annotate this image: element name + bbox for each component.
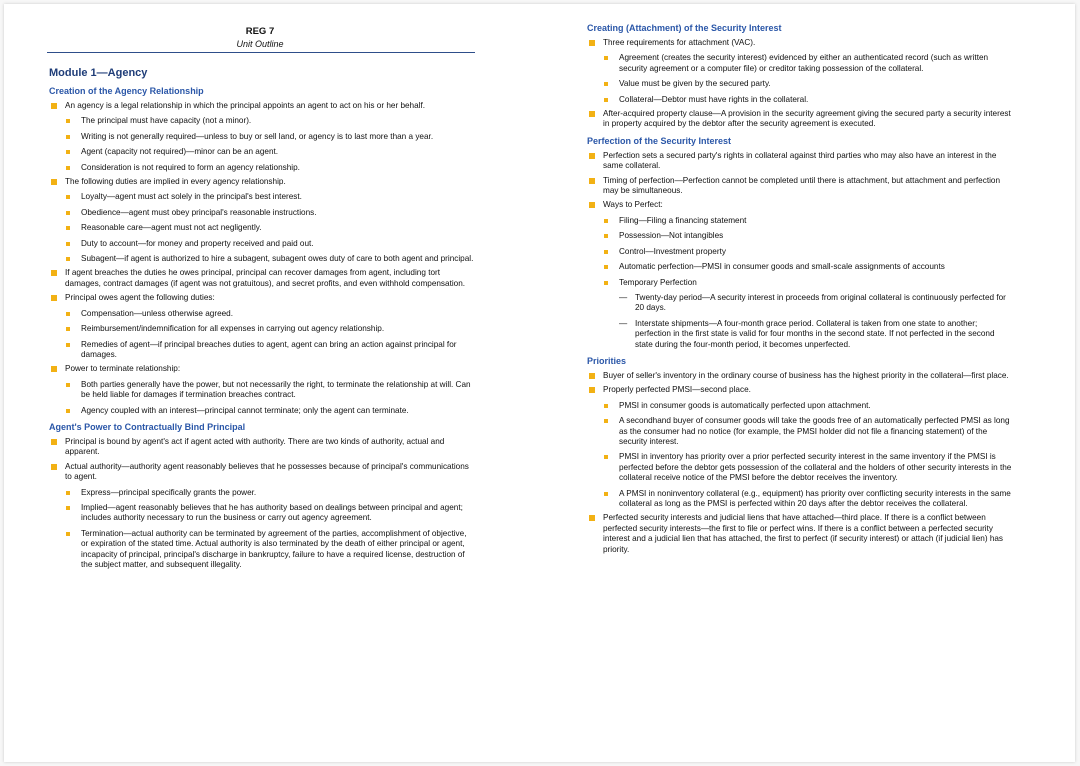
square-bullet-icon (66, 327, 70, 331)
sub-list-item: Express—principal specifically grants the power. (65, 488, 475, 498)
square-bullet-icon (66, 506, 70, 510)
document-title: REG 7 (245, 26, 275, 37)
square-bullet-icon (589, 111, 595, 117)
list-item: An agency is a legal relationship in which the principal appoints an agent to act on his or her behalf. The principal must have capacity (not a minor). Writing is not generally required—unless to buy or sell land, or agency is to last more than a year. Agent (capacity not required)—minor can be an agent. Consideration is not required to form an agency relationship. (45, 101, 475, 173)
square-bullet-icon (589, 153, 595, 159)
square-bullet-icon (589, 202, 595, 208)
square-bullet-icon (51, 103, 57, 109)
list-item: Perfected security interests and judicial liens that have attached—third place. If there is a conflict between perfected security interests—the first to file or perfect wins. If there is a conflict between a perfected security interest and a judicial lien that has attached, the first to perfect (if security interest) or attach (if judicial lien) has priority. (583, 513, 1013, 555)
square-bullet-icon (66, 532, 70, 536)
sub-list-item: Loyalty—agent must act solely in the principal's best interest. (65, 192, 475, 202)
sub-list-item: Collateral—Debtor must have rights in the collateral. (603, 95, 1013, 105)
square-bullet-icon (604, 56, 608, 60)
square-bullet-icon (604, 419, 608, 423)
list-item: Principal is bound by agent's act if agent acted with authority. There are two kinds of authority, actual and apparent. (45, 437, 475, 458)
sub-list-item: Reimbursement/indemnification for all expenses in carrying out agency relationship. (65, 324, 475, 334)
sub-list-item: Control—Investment property (603, 247, 1013, 257)
square-bullet-icon (66, 195, 70, 199)
list-item: Timing of perfection—Perfection cannot be completed until there is attachment, but attachment and perfection may be simultaneous. (583, 176, 1013, 197)
square-bullet-icon (589, 515, 595, 521)
sub-list-item: Compensation—unless otherwise agreed. (65, 309, 475, 319)
sub-list-item: Obedience—agent must obey principal's reasonable instructions. (65, 208, 475, 218)
section-title: Priorities (587, 355, 627, 366)
square-bullet-icon (51, 179, 57, 185)
square-bullet-icon (604, 219, 608, 223)
sub-list-item: The principal must have capacity (not a minor). (65, 116, 475, 126)
square-bullet-icon (604, 82, 608, 86)
square-bullet-icon (604, 281, 608, 285)
module-title: Module 1—Agency (49, 67, 148, 79)
square-bullet-icon (604, 265, 608, 269)
square-bullet-icon (51, 270, 57, 276)
document-header (45, 4, 475, 50)
list-item: The following duties are implied in every agency relationship. Loyalty—agent must act solely in the principal's best interest. Obedience—agent must obey principal's reasonable instructions. Reasonable care—agent must not act negligently. Duty to account—for money and property received and paid out. Subagent—if agent is authorized to hire a subagent, subagent owes duty of care to both agent and principal. (45, 177, 475, 264)
sub-list-item: Termination—actual authority can be terminated by agreement of the parties, accomplishment of objective, or expiration of the stated time. Actual authority is also terminated by the death of either principal or agent, incapacity of principal, principal's discharge in bankruptcy, failure to have a required license, destruction of the subject matter, and subsequent illegality. (65, 529, 475, 571)
square-bullet-icon (51, 439, 57, 445)
sub-list-item: Possession—Not intangibles (603, 231, 1013, 241)
square-bullet-icon (66, 257, 70, 261)
list-item: Actual authority—authority agent reasonably believes that he possesses because of principal's communications to agent. Express—principal specifically grants the power. Implied—agent reasonably believes that he has authority based on dealings between principal and agent; includes authority necessary to run the business or carry out agency agreement. Termination—actual authority can be terminated by agreement of the parties, accomplishment of objective, or expiration of the stated time. Actual authority is also terminated by the death of either principal or agent, incapacity of principal, principal's discharge in bankruptcy, failure to have a required license, destruction of the subject matter, and subsequent illegality. (45, 462, 475, 571)
em-dash-icon: — (619, 318, 628, 328)
section-title: Creation of the Agency Relationship (49, 86, 204, 96)
square-bullet-icon (51, 464, 57, 470)
dash-list-item: — Interstate shipments—A four-month grace period. Collateral is taken from one state to another; perfection in the first state is valid for four months in the second state. If not perfected in the second state during the four-month period, it becomes unperfected. (619, 318, 995, 349)
sub-bullet-list (65, 116, 475, 173)
sub-bullet-list (603, 216, 1013, 350)
dash-list (619, 293, 1013, 350)
bullet-list (583, 151, 1013, 350)
square-bullet-icon (66, 226, 70, 230)
sub-list-item: Temporary Perfection — Twenty-day period—A security interest in proceeds from original collateral is continuously perfected for 20 days. — Interstate shipments—A four-month grace period. Collateral is taken from one state to another; perfection in the first state is valid for four months in the second state. If not perfected in the second state during the four-month period, it becomes unperfected. (603, 278, 1013, 350)
square-bullet-icon (589, 387, 595, 393)
square-bullet-icon (66, 242, 70, 246)
section-title: Agent's Power to Contractually Bind Principal (49, 421, 246, 432)
dash-list-item: — Twenty-day period—A security interest in proceeds from original collateral is continuously perfected for 20 days. (619, 292, 1006, 313)
section-title: Perfection of the Security Interest (587, 135, 732, 146)
square-bullet-icon (66, 409, 70, 413)
bullet-list (45, 437, 475, 570)
list-item: Properly perfected PMSI—second place. PMSI in consumer goods is automatically perfected upon attachment. A secondhand buyer of consumer goods will take the goods free of an automatically perfected PMSI as long as the consumer had no notice (for example, the PMSI holder did not file a financing statement) of the security interest. PMSI in inventory has priority over a prior perfected security interest in the same inventory if the PMSI is perfected before the debtor gets possession of the collateral and the holders of other security interests in the collateral receive notice of the PMSI before the debtor receives the inventory. A PMSI in noninventory collateral (e.g., equipment) has priority over conflicting security interests in the same collateral as long as the PMSI is perfected within 20 days after the debtor receives the collateral. (583, 385, 1013, 509)
square-bullet-icon (66, 211, 70, 215)
sub-list-item: A PMSI in noninventory collateral (e.g., equipment) has priority over conflicting security interests in the same collateral as long as the PMSI is perfected within 20 days after the debtor receives the collateral. (603, 489, 1013, 510)
sub-list-item: Subagent—if agent is authorized to hire a subagent, subagent owes duty of care to both agent and principal. (65, 254, 475, 264)
sub-list-item: Filing—Filing a financing statement (603, 216, 1013, 226)
document-page (4, 4, 1075, 762)
document-subtitle: Unit Outline (236, 39, 284, 49)
square-bullet-icon (66, 383, 70, 387)
sub-list-item: Agent (capacity not required)—minor can be an agent. (65, 147, 475, 157)
square-bullet-icon (66, 119, 70, 123)
bullet-list (583, 38, 1013, 130)
list-item: Perfection sets a secured party's rights in collateral against third parties who may also have an interest in the same collateral. (583, 151, 1013, 172)
square-bullet-icon (66, 491, 70, 495)
list-item: Ways to Perfect: Filing—Filing a financing statement Possession—Not intangibles Control—Investment property Automatic perfection—PMSI in consumer goods and small-scale assignments of accounts Temporary Perfection — Twenty-day period—A security interest in proceeds from original collateral is continuously perfected for 20 days. — Interstate shipments—A four-month grace period. Collateral is taken from one state to another; perfection in the first state is valid for four months in the second state. If not perfected in the second state during the four-month period, it becomes unperfected. (583, 200, 1013, 349)
right-column (583, 4, 1013, 555)
sub-list-item: Consideration is not required to form an agency relationship. (65, 163, 475, 173)
square-bullet-icon (51, 295, 57, 301)
list-item: Buyer of seller's inventory in the ordinary course of business has the highest priority in the collateral—first place. (583, 371, 1013, 381)
sub-list-item: Duty to account—for money and property received and paid out. (65, 239, 475, 249)
list-item: After-acquired property clause—A provision in the security agreement giving the secured party a security interest in property acquired by the debtor after the security agreement is executed. (583, 109, 1013, 130)
sub-list-item: Automatic perfection—PMSI in consumer goods and small-scale assignments of accounts (603, 262, 1013, 272)
sub-list-item: Remedies of agent—if principal breaches duties to agent, agent can bring an action against principal for damages. (65, 340, 475, 361)
square-bullet-icon (604, 234, 608, 238)
sub-bullet-list (65, 192, 475, 264)
sub-list-item: PMSI in inventory has priority over a prior perfected security interest in the same inventory if the PMSI is perfected before the debtor gets possession of the collateral and the holders of other security interests in the collateral receive notice of the PMSI before the debtor receives the inventory. (603, 452, 1013, 483)
square-bullet-icon (604, 404, 608, 408)
sub-bullet-list (65, 380, 475, 416)
square-bullet-icon (589, 178, 595, 184)
square-bullet-icon (66, 312, 70, 316)
square-bullet-icon (589, 373, 595, 379)
bullet-list (583, 371, 1013, 555)
sub-list-item: Writing is not generally required—unless to buy or sell land, or agency is to last more than a year. (65, 132, 475, 142)
sub-list-item: Value must be given by the secured party. (603, 79, 1013, 89)
sub-list-item: Agency coupled with an interest—principal cannot terminate; only the agent can terminate. (65, 406, 475, 416)
square-bullet-icon (604, 250, 608, 254)
list-item: Principal owes agent the following duties: Compensation—unless otherwise agreed. Reimbursement/indemnification for all expenses in carrying out agency relationship. Remedies of agent—if principal breaches duties to agent, agent can bring an action against principal for damages. (45, 293, 475, 360)
square-bullet-icon (604, 455, 608, 459)
sub-bullet-list (65, 309, 475, 361)
square-bullet-icon (66, 166, 70, 170)
section-title: Creating (Attachment) of the Security Interest (587, 23, 782, 33)
list-item: Three requirements for attachment (VAC). Agreement (creates the security interest) evidenced by either an authenticated record (such as written security agreement or a computer file) or creditor taking possession of the collateral. Value must be given by the secured party. Collateral—Debtor must have rights in the collateral. (583, 38, 1013, 105)
sub-list-item: Agreement (creates the security interest) evidenced by either an authenticated record (such as written security agreement or a computer file) or creditor taking possession of the collateral. (603, 53, 1013, 74)
sub-list-item: PMSI in consumer goods is automatically perfected upon attachment. (603, 401, 1013, 411)
sub-list-item: Reasonable care—agent must not act negligently. (65, 223, 475, 233)
em-dash-icon: — (619, 292, 628, 302)
list-item: If agent breaches the duties he owes principal, principal can recover damages from agent, including tort damages, contract damages (if agent was not gratuitous), and secret profits, and even withhold compensation. (45, 268, 475, 289)
left-column (45, 4, 475, 570)
square-bullet-icon (604, 492, 608, 496)
square-bullet-icon (51, 366, 57, 372)
square-bullet-icon (604, 98, 608, 102)
sub-bullet-list (65, 488, 475, 571)
header-rule (47, 52, 475, 53)
sub-list-item: Implied—agent reasonably believes that he has authority based on dealings between principal and agent; includes authority necessary to run the business or carry out agency agreement. (65, 503, 475, 524)
bullet-list (45, 101, 475, 416)
sub-list-item: Both parties generally have the power, but not necessarily the right, to terminate the relationship at will. Can be held liable for damages if termination breaches contract. (65, 380, 475, 401)
list-item: Power to terminate relationship: Both parties generally have the power, but not necessarily the right, to terminate the relationship at will. Can be held liable for damages if termination breaches contract. Agency coupled with an interest—principal cannot terminate; only the agent can terminate. (45, 364, 475, 416)
sub-bullet-list (603, 53, 1013, 105)
square-bullet-icon (66, 135, 70, 139)
sub-bullet-list (603, 401, 1013, 510)
square-bullet-icon (589, 40, 595, 46)
sub-list-item: A secondhand buyer of consumer goods will take the goods free of an automatically perfected PMSI as long as the consumer had no notice (for example, the PMSI holder did not file a financing statement) of the security interest. (603, 416, 1013, 447)
square-bullet-icon (66, 150, 70, 154)
square-bullet-icon (66, 343, 70, 347)
